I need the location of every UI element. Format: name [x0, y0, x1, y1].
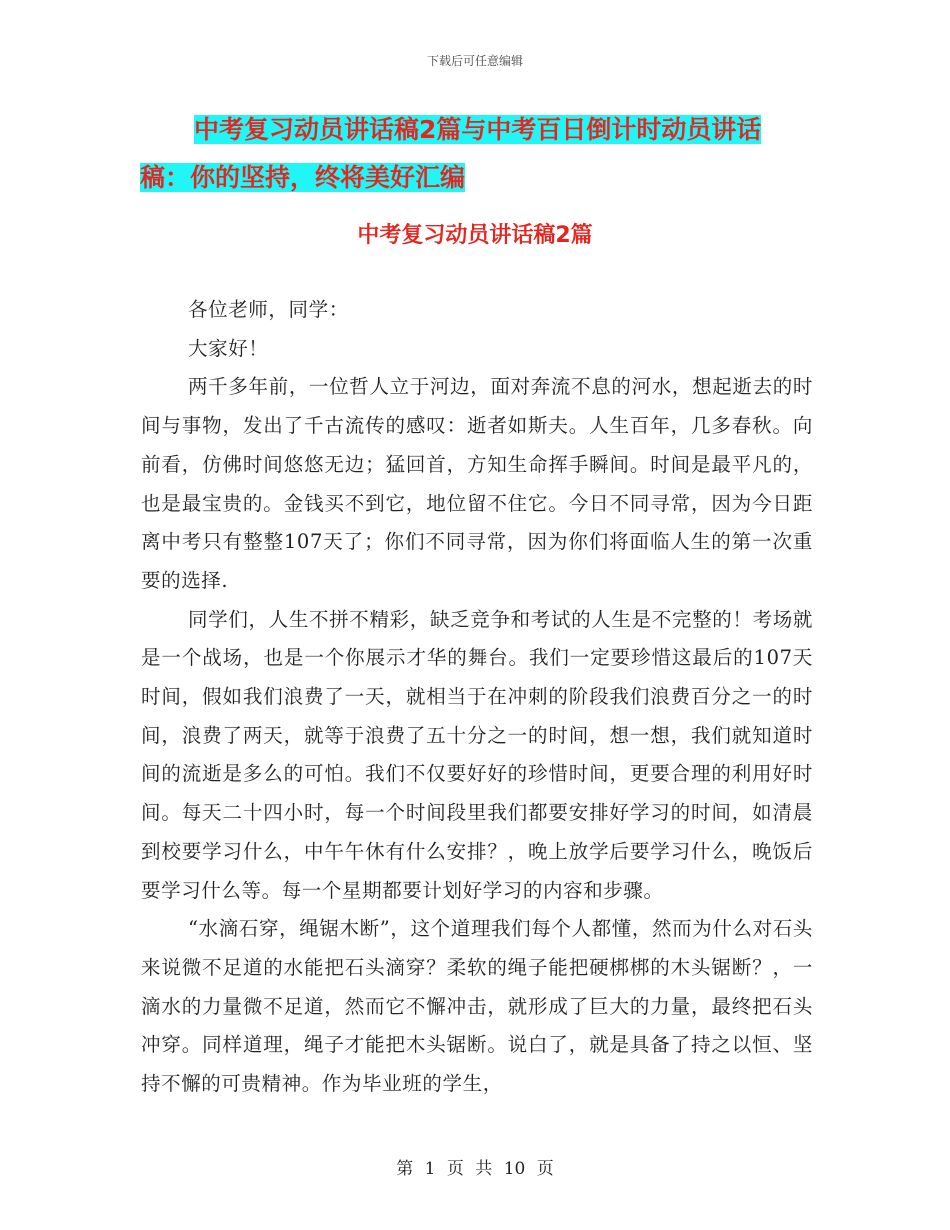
- section-title: 中考复习动员讲话稿2篇: [357, 223, 593, 248]
- salutation: 各位老师，同学：: [188, 298, 349, 321]
- document-title: [140, 106, 810, 202]
- document-body: [141, 291, 813, 1104]
- body-paragraph: 同学们，人生不拼不精彩，缺乏竞争和考试的人生是不完整的！考场就是一个战场，也是一个你展示才华的舞台。我们一定要珍惜这最后的107天时间，假如我们浪费了一天，就相当于在冲刺的阶段我们浪费百分之一的时间，浪费了两天，就等于浪费了五十分之一的时间，想一想，我们就知道时间的流逝是多么的可怕。我们不仅要好好的珍惜时间，更要合理的利用好时间。每天二十四小时，每一个时间段里我们都要安排好学习的时间，如清晨到校要学习什么，中午午休有什么安排？，晚上放学后要学习什么，晚饭后要学习什么等。每一个星期都要计划好学习的内容和步骤。: [141, 607, 813, 902]
- page-number: 第 1 页 共 10 页: [396, 1159, 554, 1179]
- body-paragraph: “水滴石穿，绳锯木断”，这个道理我们每个人都懂，然而为什么对石头来说微不足道的水能把石头滴穿？柔软的绳子能把硬梆梆的木头锯断？，一滴水的力量微不足道，然而它不懈冲击，就形成了巨大的力量，最终把石头冲穿。同样道理，绳子才能把木头锯断。说白了，就是具备了持之以恒、坚持不懈的可贵精神。作为毕业班的学生，: [141, 917, 813, 1096]
- page-header-note: 下载后可任意编辑: [426, 54, 523, 68]
- greeting: 大家好！: [188, 336, 269, 360]
- body-paragraph: 两千多年前，一位哲人立于河边，面对奔流不息的河水，想起逝去的时间与事物，发出了千古流传的感叹：逝者如斯夫。人生百年，几多春秋。向前看，仿佛时间悠悠无边；猛回首，方知生命挥手瞬间。时间是最平凡的，也是最宝贵的。金钱买不到它，地位留不住它。今日不同寻常，因为今日距离中考只有整整107天了；你们不同寻常，因为你们将面临人生的第一次重要的选择.: [141, 375, 813, 592]
- document-title-text: 中考复习动员讲话稿2篇与中考百日倒计时动员讲话稿：你的坚持，终将美好汇编: [140, 115, 762, 192]
